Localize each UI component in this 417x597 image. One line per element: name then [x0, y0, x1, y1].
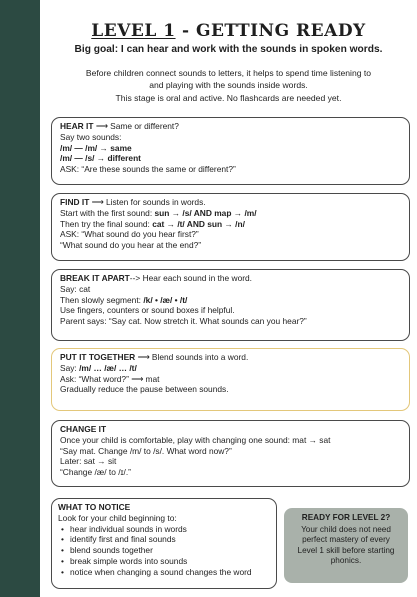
intro-paragraph	[50, 67, 407, 104]
find-it-line: Then try the final sound: cat → /t/ AND sun → /n/	[60, 218, 245, 229]
list-item: • notice when changing a sound changes the word	[58, 567, 270, 578]
ready-line: Level 1 skill before starting	[297, 545, 395, 555]
break-it-line: Use fingers, counters or sound boxes if helpful.	[60, 305, 235, 316]
hear-it-ask: ASK: “Are these sounds the same or different?”	[60, 164, 236, 175]
ready-for-level-2-box	[284, 508, 408, 583]
change-it-box	[51, 420, 410, 487]
hear-it-box	[51, 117, 410, 185]
break-it-apart-box	[51, 269, 410, 341]
notice-list	[58, 524, 270, 578]
intro-line: Before children connect sounds to letters, it helps to spend time listening to	[85, 68, 372, 78]
list-item: • break simple words into sounds	[58, 556, 270, 567]
put-it-ask: Ask: “What word?” ⟶ mat	[60, 373, 160, 384]
notice-intro: Look for your child beginning to:	[58, 512, 177, 523]
change-it-line: “Say mat. Change /m/ to /s/. What word now?”	[60, 445, 232, 456]
break-it-parent: Parent says: “Say cat. Now stretch it. What sounds can you hear?”	[60, 316, 307, 327]
ready-line: perfect mastery of every	[302, 535, 390, 545]
what-to-notice-box	[51, 498, 277, 589]
list-item: • identify first and final sounds	[58, 534, 270, 545]
worksheet-page	[40, 0, 417, 597]
break-it-heading: BREAK IT APART--> Hear each sound in the word.	[60, 273, 252, 283]
ready-line: phonics.	[330, 556, 362, 566]
find-it-ask: “What sound do you hear at the end?”	[60, 240, 202, 251]
hear-it-heading: HEAR IT ⟶ Same or different?	[60, 121, 179, 131]
title-level: LEVEL 1	[91, 21, 176, 41]
find-it-box	[51, 193, 410, 261]
list-item: • blend sounds together	[58, 545, 270, 556]
title-rest: - GETTING READY	[175, 21, 366, 41]
change-it-line: Once your child is comfortable, play with changing one sound: mat → sat	[60, 434, 331, 445]
intro-line: This stage is oral and active. No flashcards are needed yet.	[115, 92, 342, 103]
ready-line: Your child does not need	[301, 524, 391, 534]
put-it-line: Say: /m/ … /æ/ … /t/	[60, 362, 137, 373]
hear-it-line: Say two sounds:	[60, 131, 122, 142]
put-it-line: Gradually reduce the pause between sounds.	[60, 384, 229, 395]
ready-heading: READY FOR LEVEL 2?	[301, 513, 391, 522]
find-it-heading: FIND IT ⟶ Listen for sounds in words.	[60, 197, 206, 207]
intro-line: and playing with the sounds inside words.	[149, 80, 308, 91]
put-it-heading: PUT IT TOGETHER ⟶ Blend sounds into a word.	[60, 352, 249, 362]
sidebar-band	[0, 0, 40, 597]
break-it-line: Then slowly segment: /k/ • /æ/ • /t/	[60, 294, 188, 305]
notice-heading: WHAT TO NOTICE	[58, 502, 131, 512]
change-it-line: “Change /æ/ to /ɪ/.”	[60, 467, 131, 478]
hear-it-example: /m/ — /m/ → same	[60, 142, 132, 153]
change-it-heading: CHANGE IT	[60, 424, 107, 434]
list-item: • hear individual sounds in words	[58, 524, 270, 535]
find-it-line: Start with the first sound: sun → /s/ AND map → /m/	[60, 207, 257, 218]
change-it-line: Later: sat → sit	[60, 456, 117, 467]
hear-it-example: /m/ — /s/ → different	[60, 153, 141, 164]
big-goal: Big goal: I can hear and work with the sounds in spoken words.	[74, 44, 383, 55]
put-it-together-box	[51, 348, 410, 411]
break-it-line: Say: cat	[60, 283, 91, 294]
page-title	[40, 21, 417, 41]
find-it-ask: ASK: “What sound do you hear first?”	[60, 229, 199, 240]
